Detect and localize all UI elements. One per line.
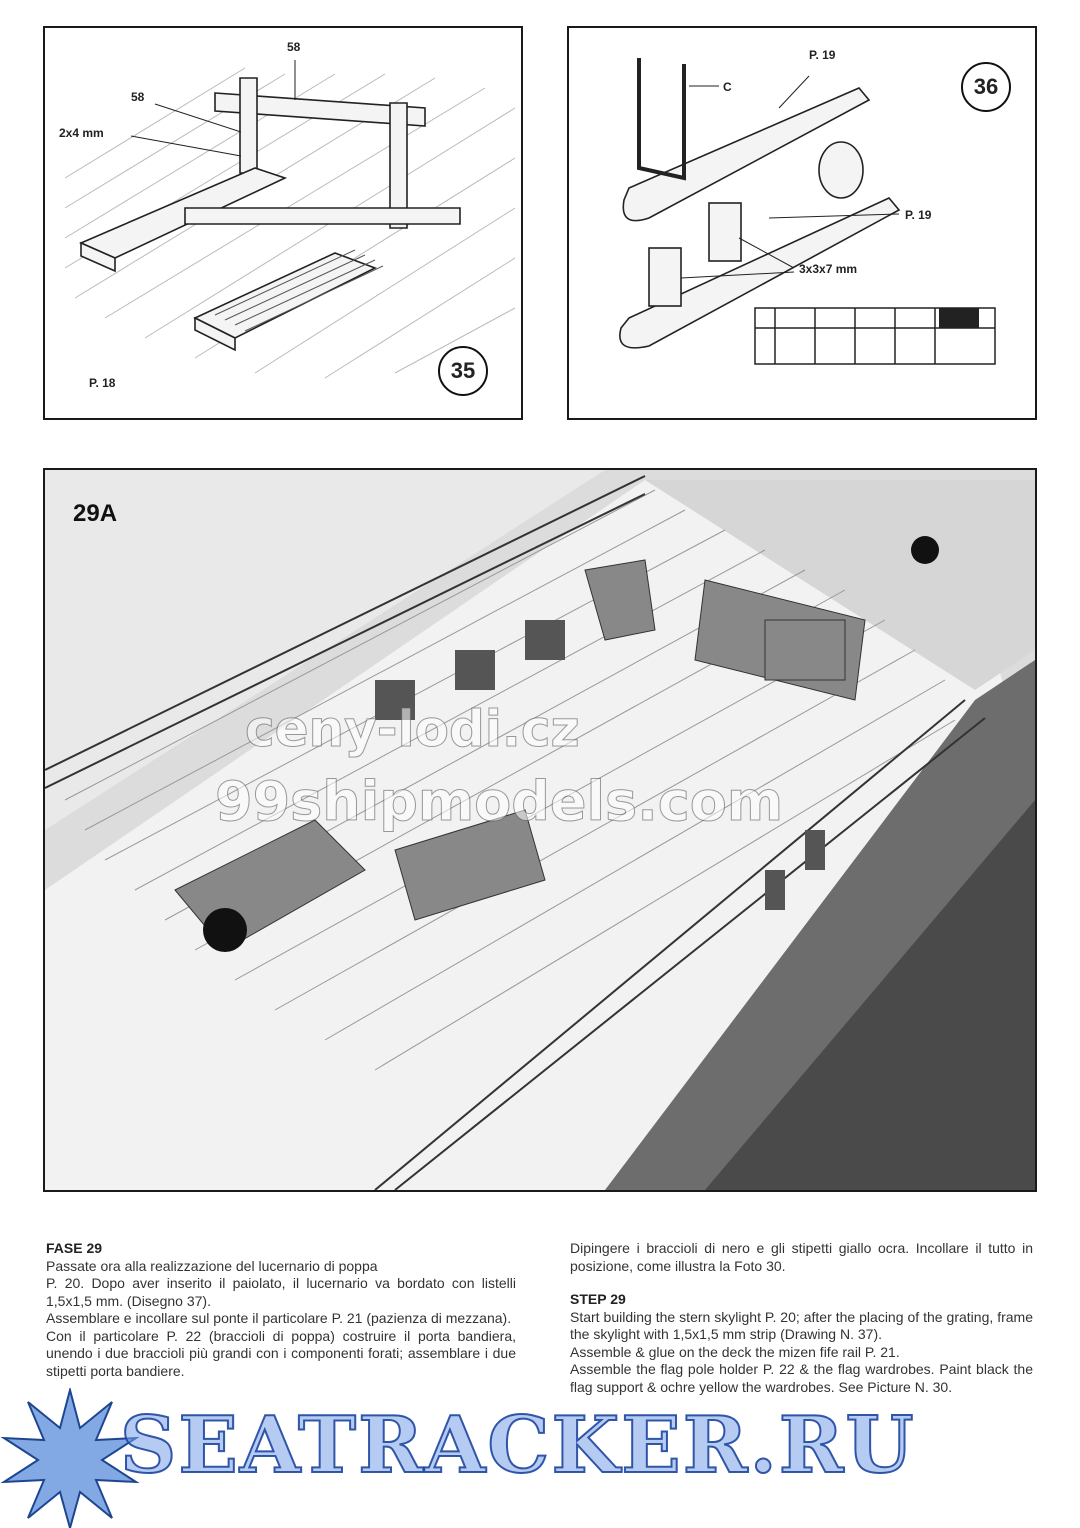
label-58-side: 58: [131, 90, 145, 104]
paragraph: P. 20. Dopo aver inserito il paiolato, il lucernario va bordato con listelli 1,5x1,5 mm. (Disegno 37).: [46, 1275, 516, 1309]
label-2x4: 2x4 mm: [59, 126, 104, 140]
label-part: P. 18: [89, 376, 116, 390]
heading-fase: FASE 29: [46, 1240, 103, 1256]
figure-36: [567, 26, 1037, 420]
label-c: C: [723, 80, 732, 94]
paragraph: Dipingere i braccioli di nero e gli stipetti giallo ocra. Incollare il tutto in posizione, come illustra la Foto 30.: [570, 1240, 1033, 1274]
label-p19-top: P. 19: [809, 48, 836, 62]
photo-label: 29A: [73, 500, 118, 527]
paragraph: Assemblare e incollare sul ponte il particolare P. 21 (pazienza di mezzana).: [46, 1310, 512, 1326]
figure-number: 36: [961, 62, 1011, 112]
paragraph: Assemble & glue on the deck the mizen fife rail P. 21.: [570, 1343, 900, 1360]
photo-29a: [43, 468, 1037, 1192]
figure-35: [43, 26, 523, 420]
paragraph: Passate ora alla realizzazione del lucernario di poppa: [46, 1257, 378, 1274]
text-column-italian: [46, 1240, 516, 1380]
paragraph: Con il particolare P. 22 (braccioli di poppa) costruire il porta bandiera, unendo i due braccioli più grandi con i componenti forati; assemblare i due stipetti porta bandiere.: [46, 1327, 516, 1379]
watermark-1: ceny-lodi.cz: [245, 700, 580, 758]
footer-watermark: [0, 1384, 1080, 1528]
paragraph: Assemble the flag pole holder P. 22 & the flag wardrobes. Paint black the flag support & ochre yellow the wardrobes. See Picture N. 30.: [570, 1361, 1033, 1395]
paragraph: Start building the stern skylight P. 20; after the placing of the grating, frame the skylight with 1,5x1,5 mm strip (Drawing N. 37).: [570, 1308, 1033, 1342]
label-58-top: 58: [287, 40, 301, 54]
heading-step: STEP 29: [570, 1291, 626, 1307]
watermark-2: 99shipmodels.com: [215, 770, 784, 833]
figure-number: 35: [438, 346, 488, 396]
label-size: 3x3x7 mm: [799, 262, 858, 276]
text-column-english: [570, 1240, 1033, 1396]
label-p19-mid: P. 19: [905, 208, 932, 222]
starburst-icon: [0, 1388, 140, 1528]
watermark-text: SEATRACKER.RU: [120, 1400, 916, 1491]
